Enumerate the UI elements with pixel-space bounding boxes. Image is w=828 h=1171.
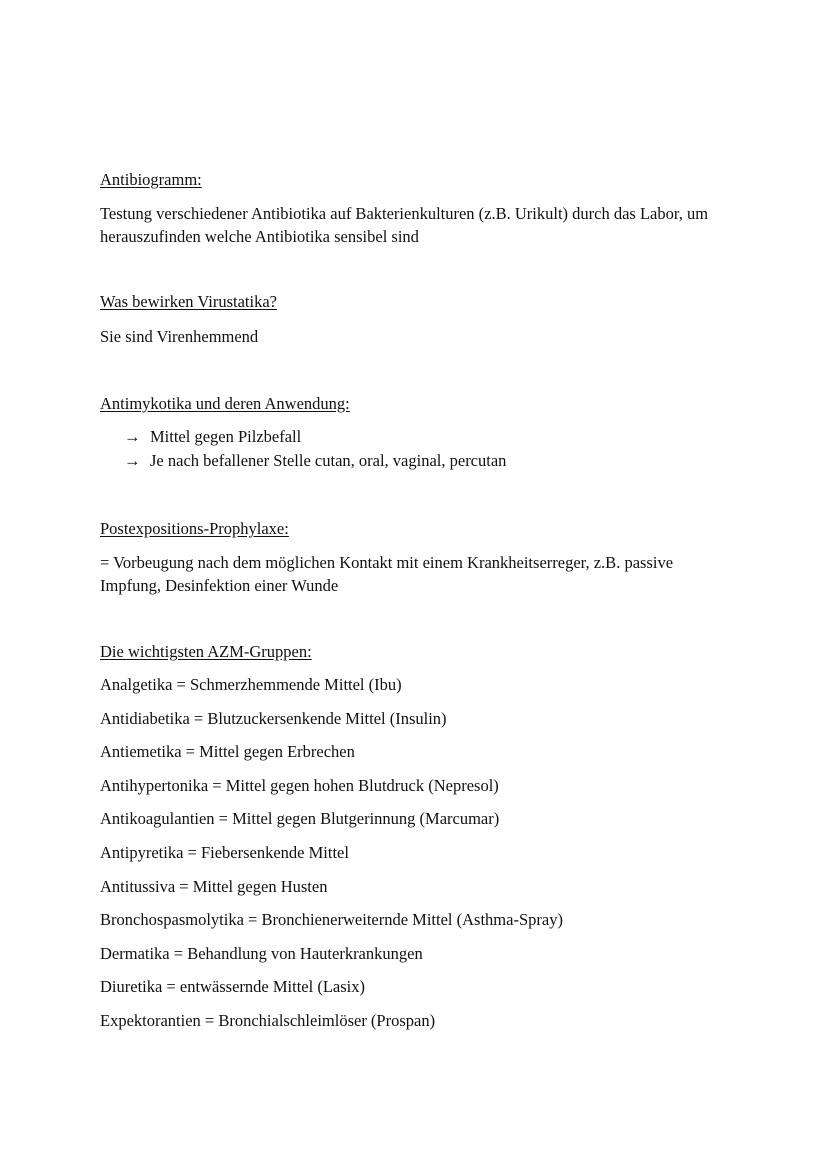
azm-item: Expektorantien = Bronchialschleimlöser (Prospan): [100, 1011, 436, 1030]
heading-antibiogramm: Antibiogramm:: [100, 170, 202, 189]
heading-antimykotika: Antimykotika und deren Anwendung:: [100, 394, 350, 413]
heading-azm: Die wichtigsten AZM-Gruppen:: [100, 642, 312, 661]
azm-item: Dermatika = Behandlung von Hauterkrankungen: [100, 944, 423, 963]
arrow-icon: →: [124, 427, 141, 446]
list-item: [124, 451, 506, 471]
azm-item: Antiemetika = Mittel gegen Erbrechen: [100, 742, 355, 761]
azm-item: Antipyretika = Fiebersenkende Mittel: [100, 843, 349, 862]
azm-item: Antikoagulantien = Mittel gegen Blutgerinnung (Marcumar): [100, 809, 500, 828]
list-item: [124, 427, 301, 447]
list-item-text: Je nach befallener Stelle cutan, oral, vaginal, percutan: [150, 451, 507, 470]
heading-prophylaxe: Postexpositions-Prophylaxe:: [100, 519, 289, 538]
text-virustatika: Sie sind Virenhemmend: [100, 327, 259, 346]
text-antibiogramm: Testung verschiedener Antibiotika auf Bakterienkulturen (z.B. Urikult) durch das Labor, um herauszufinden welche Antibiotika sensibel sind: [100, 204, 709, 246]
azm-item: Bronchospasmolytika = Bronchienerweiternde Mittel (Asthma-Spray): [100, 910, 563, 929]
azm-item: Antihypertonika = Mittel gegen hohen Blutdruck (Nepresol): [100, 776, 499, 795]
arrow-icon: →: [124, 451, 141, 470]
azm-item: Analgetika = Schmerzhemmende Mittel (Ibu): [100, 675, 402, 694]
azm-item: Antidiabetika = Blutzuckersenkende Mittel (Insulin): [100, 709, 447, 728]
list-item-text: Mittel gegen Pilzbefall: [150, 427, 302, 446]
heading-virustatika: Was bewirken Virustatika?: [100, 292, 277, 311]
azm-item: Diuretika = entwässernde Mittel (Lasix): [100, 977, 365, 996]
text-prophylaxe: = Vorbeugung nach dem möglichen Kontakt mit einem Krankheitserreger, z.B. passive Impfung, Desinfektion einer Wunde: [100, 553, 674, 595]
azm-item: Antitussiva = Mittel gegen Husten: [100, 877, 328, 896]
